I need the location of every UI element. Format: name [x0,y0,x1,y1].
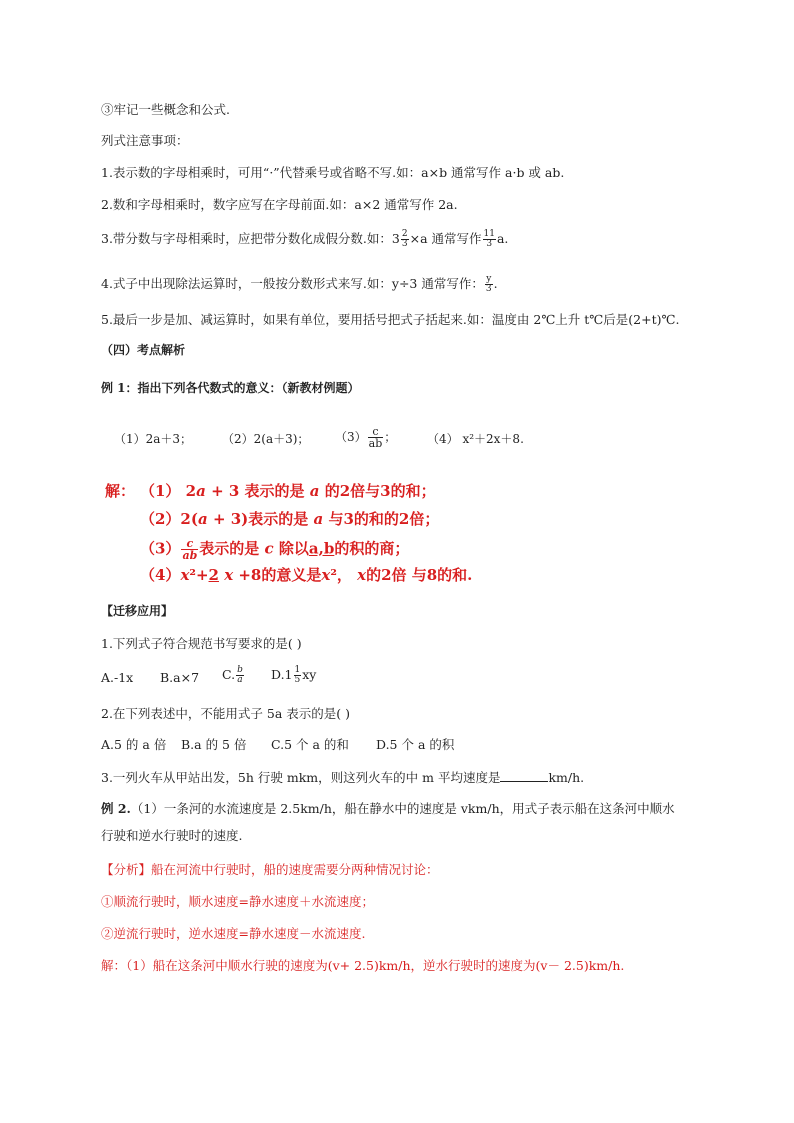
solution-label: 解： [105,482,136,500]
note-item-3-mid: ×a 通常写作 [409,231,482,246]
q1-option-d: D.1 $\frac{1}{5}$ xy [271,665,317,685]
mixed-fraction: $\frac{2}{3}$ [401,229,408,249]
question-2: 2.在下列表述中，不能用式子 5a 表示的是( ) [101,706,351,721]
example-2-line-2: 行驶和逆水行驶时的速度. [101,828,243,843]
example-1-expr-3: （3） $\frac{c}{ab}$ ； [335,425,397,450]
note-item-4 [101,275,498,294]
analysis-point-1: ①顺流行驶时，顺水速度=静水速度＋水流速度； [101,894,374,909]
question-3: 3.一列火车从甲站出发，5h 行驶 mkm，则这列火车的中 m 平均速度是 km/h. [101,770,585,785]
example-2-line-1: 例 2.（1）一条河的水流速度是 2.5km/h，船在静水中的速度是 vkm/h，用式子表示船在这条河中顺水 [101,801,675,816]
example-1-expr-4: （4） x²＋2x＋8. [427,432,524,446]
analysis-point-2: ②逆流行驶时，逆水速度=静水速度－水流速度. [101,926,366,941]
answer-blank[interactable] [500,769,548,782]
division-fraction: $\frac{y}{3}$ [485,274,492,294]
note-item-3 [101,230,508,249]
solution-fraction: $\frac{c}{ab}$ [182,537,198,562]
solution-line-3: （3） $\frac{c}{ab}$ 表示的是 c 除以a,b的积的商； [140,537,410,562]
q2-option-d: D.5 个 a 的积 [376,737,455,752]
example-1-title: 例 1：指出下列各代数式的意义：（新教材例题） [101,381,360,395]
notes-title: 列式注意事项： [101,133,189,148]
transfer-title: 【迁移应用】 [101,604,174,618]
memorize-line: ③牢记一些概念和公式. [101,102,230,117]
c-over-ab-fraction: $\frac{c}{ab}$ [368,425,383,450]
question-1: 1.下列式子符合规范书写要求的是( ) [101,636,302,651]
solution-line-1: （1） 2a + 3 表示的是 a 的2倍与3的和； [140,482,436,500]
note-item-2: 2.数和字母相乘时，数字应写在字母前面.如：a×2 通常写作 2a. [101,197,458,212]
example-2-solution: 解：（1）船在这条河中顺水行驶的速度为(v+ 2.5)km/h，逆水行驶时的速度为(v－ 2.5)km/h. [101,958,625,973]
section-heading: （四）考点解析 [101,343,186,357]
note-item-1: 1.表示数的字母相乘时，可用“·”代替乘号或省略不写.如：a×b 通常写作 a·b 或 ab. [101,165,565,180]
q1-option-c: C. $\frac{b}{a}$ [222,665,243,685]
note-item-4-post: . [493,276,498,291]
example-1-expr-1: （1）2a＋3； [114,432,193,446]
q2-option-a: A.5 的 a 倍 [101,737,167,752]
note-item-3-post: a. [496,231,509,246]
analysis-line: 【分析】船在河流中行驶时，船的速度需要分两种情况讨论： [101,862,439,877]
q1-option-a: A.-1x [101,670,134,685]
solution-line-4: （4）x²+2 x +8的意义是x²， x的2倍 与8的和. [140,566,473,584]
note-item-5: 5.最后一步是加、减运算时，如果有单位，要用括号把式子括起来.如：温度由 2℃上升 t℃后是(2+t)℃. [101,312,680,327]
example-1-expr-2: （2）2(a＋3)； [222,432,310,446]
solution-line-2: （2）2(a + 3)表示的是 a 与3的和的2倍； [140,510,440,528]
q2-option-c: C.5 个 a 的和 [271,737,349,752]
note-item-3-pre: 3.带分数与字母相乘时，应把带分数化成假分数.如：3 [101,231,400,246]
analysis-tag: 【分析】 [101,862,152,877]
improper-fraction: $\frac{11}{3}$ [483,229,495,249]
q2-option-b: B.a 的 5 倍 [181,737,247,752]
note-item-4-pre: 4.式子中出现除法运算时，一般按分数形式来写.如：y÷3 通常写作： [101,276,484,291]
q1-option-b: B.a×7 [160,670,200,685]
